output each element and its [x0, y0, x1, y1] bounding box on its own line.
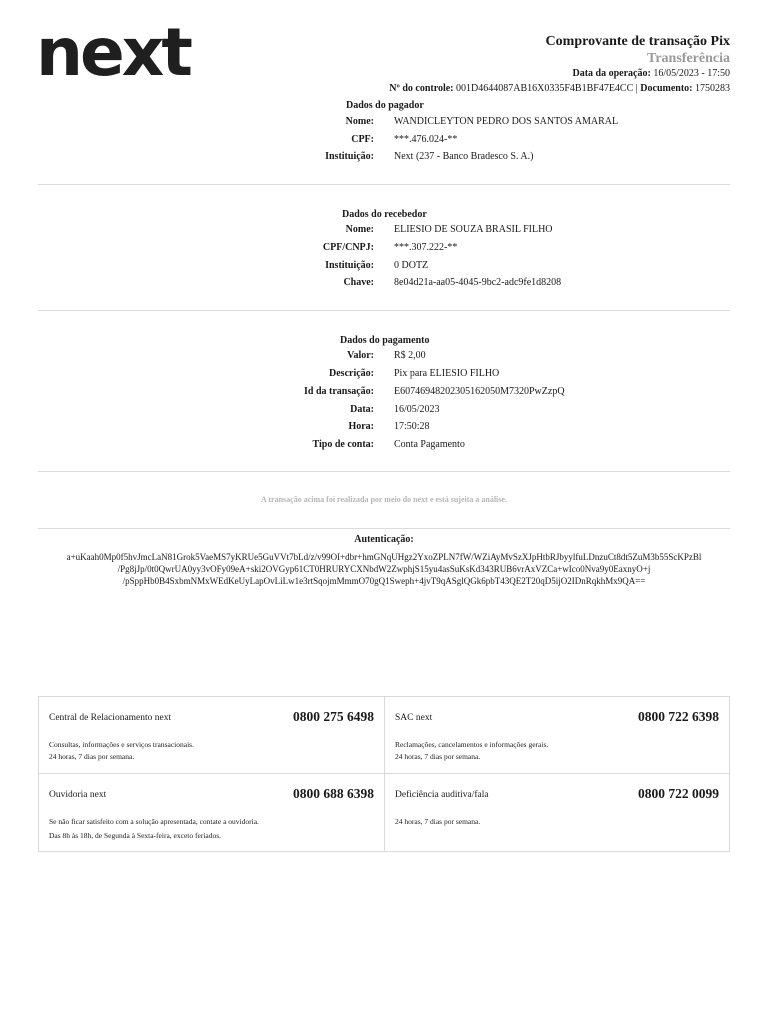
field-value: Conta Pagamento: [394, 439, 465, 450]
contact-phone[interactable]: 0800 722 0099: [638, 786, 719, 801]
field-label: Chave:: [343, 277, 374, 288]
authentication-code: [38, 551, 730, 587]
field-label: Id da transação:: [303, 386, 374, 397]
contact-accessibility: [385, 774, 729, 851]
next-logo: next: [36, 14, 190, 91]
contact-sac: [385, 697, 729, 773]
field-value: E60746948202305162050M7320PwZzpQ: [394, 386, 565, 397]
field-label: Hora:: [348, 421, 374, 432]
field-label: CPF:: [351, 134, 374, 145]
contact-description-line: 24 horas, 7 dias por semana.: [49, 752, 135, 761]
control-label: Nº do controle:: [389, 83, 454, 94]
divider: [38, 184, 730, 185]
contact-phone[interactable]: 0800 722 6398: [638, 709, 719, 724]
field-value: ELIESIO DE SOUZA BRASIL FILHO: [394, 224, 553, 235]
contact-phone[interactable]: 0800 275 6498: [293, 709, 374, 724]
divider: [38, 310, 730, 311]
field-label: Instituição:: [325, 260, 374, 271]
contact-description-line: Das 8h às 18h, de Segunda à Sexta-feira, exceto feriados.: [49, 831, 222, 840]
field-label: Nome:: [345, 116, 374, 127]
field-value: ***.476.024-**: [394, 134, 458, 145]
page-title: Comprovante de transação Pix: [545, 34, 730, 49]
field-label: CPF/CNPJ:: [322, 242, 374, 253]
contact-description: [49, 816, 259, 842]
field-value: 8e04d21a-aa05-4045-9bc2-adc9fe1d8208: [394, 277, 562, 288]
authentication-line: a+uKaah0Mp0f5hvJmcLaN81Grok5VaeMS7yKRUe5GuVVt7bLd/z/v99OI+dbr+hmGNqUHgz2YxoZPLN7fW/WZiAyMvSzXJpHtbRJbyylfuLDnzuCt8dt5ZuM3b55ScKPzBl: [66, 552, 702, 562]
contact-description-line: 24 horas, 7 dias por semana.: [395, 752, 481, 761]
field-label: Instituição:: [325, 151, 374, 162]
contact-description: [395, 739, 548, 763]
authentication-title: Autenticação:: [354, 534, 414, 545]
contacts-table: [38, 696, 730, 852]
field-value: 16/05/2023: [394, 404, 440, 415]
contact-ouvidoria: [39, 774, 384, 851]
contact-central: [39, 697, 384, 773]
contact-description-line: Reclamações, cancelamentos e informações gerais.: [395, 740, 549, 749]
contact-description: [49, 739, 194, 763]
analysis-note: A transação acima foi realizada por meio do next e está sujeita a análise.: [261, 495, 507, 504]
operation-date: [573, 68, 731, 79]
page-subtitle: Transferência: [647, 51, 730, 66]
contact-phone[interactable]: 0800 688 6398: [293, 786, 374, 801]
field-value: Next (237 - Banco Bradesco S. A.): [394, 151, 534, 162]
authentication-line: /pSppHb0B4SxbmNMxWEdKeUyLapOvLiLw1e3rtSqojmMmmO70gQ1Sweph+4jvT9qASglQGk6pbT43QE2T20qD5ijO2IDnRqkhMx9QA==: [122, 576, 646, 586]
contact-description-line: 24 horas, 7 dias por semana.: [395, 817, 481, 826]
contact-description: [395, 816, 480, 828]
field-value: Pix para ELIESIO FILHO: [394, 368, 500, 379]
payer-section-title: Dados do pagador: [346, 100, 424, 111]
authentication-line: /Pg8jJp/0t0QwrUA0yy3vOFy09eA+ski2OVGyp61CT0HRURYCXNbdW2ZwphjS15yu4asSuKsKd343RUB6vrAxVZCa+wIco0Nva9y0EaxnyO+j: [117, 564, 651, 574]
receiver-section-title: Dados do recebedor: [342, 209, 427, 220]
divider: [38, 471, 730, 472]
field-label: Nome:: [345, 224, 374, 235]
contact-description-line: Se não ficar satisfeito com a solução apresentada, contate a ouvidoria.: [49, 817, 259, 826]
field-value: R$ 2,00: [394, 350, 426, 361]
control-line: [389, 83, 730, 94]
field-value: 17:50:28: [394, 421, 430, 432]
contact-name: Ouvidoria next: [49, 790, 107, 800]
control-value: 001D4644087AB16X0335F4B1BF47E4CC: [456, 83, 634, 94]
field-label: Data:: [350, 404, 374, 415]
separator: |: [635, 83, 638, 94]
field-value: WANDICLEYTON PEDRO DOS SANTOS AMARAL: [394, 116, 619, 127]
contact-name: Central de Relacionamento next: [49, 713, 172, 723]
field-label: Tipo de conta:: [312, 439, 374, 450]
document-value: 1750283: [695, 83, 730, 94]
payment-section-title: Dados do pagamento: [340, 335, 430, 346]
contact-name: SAC next: [395, 713, 433, 723]
divider: [38, 528, 730, 529]
operation-date-label: Data da operação:: [572, 68, 651, 79]
operation-date-value: 16/05/2023 - 17:50: [653, 68, 730, 79]
field-value: 0 DOTZ: [394, 260, 429, 271]
field-label: Valor:: [347, 350, 374, 361]
field-label: Descrição:: [329, 368, 374, 379]
field-value: ***.307.222-**: [394, 242, 458, 253]
document-label: Documento:: [640, 83, 693, 94]
contact-description-line: Consultas, informações e serviços transacionais.: [49, 740, 194, 749]
contact-name: Deficiência auditiva/fala: [395, 790, 489, 800]
